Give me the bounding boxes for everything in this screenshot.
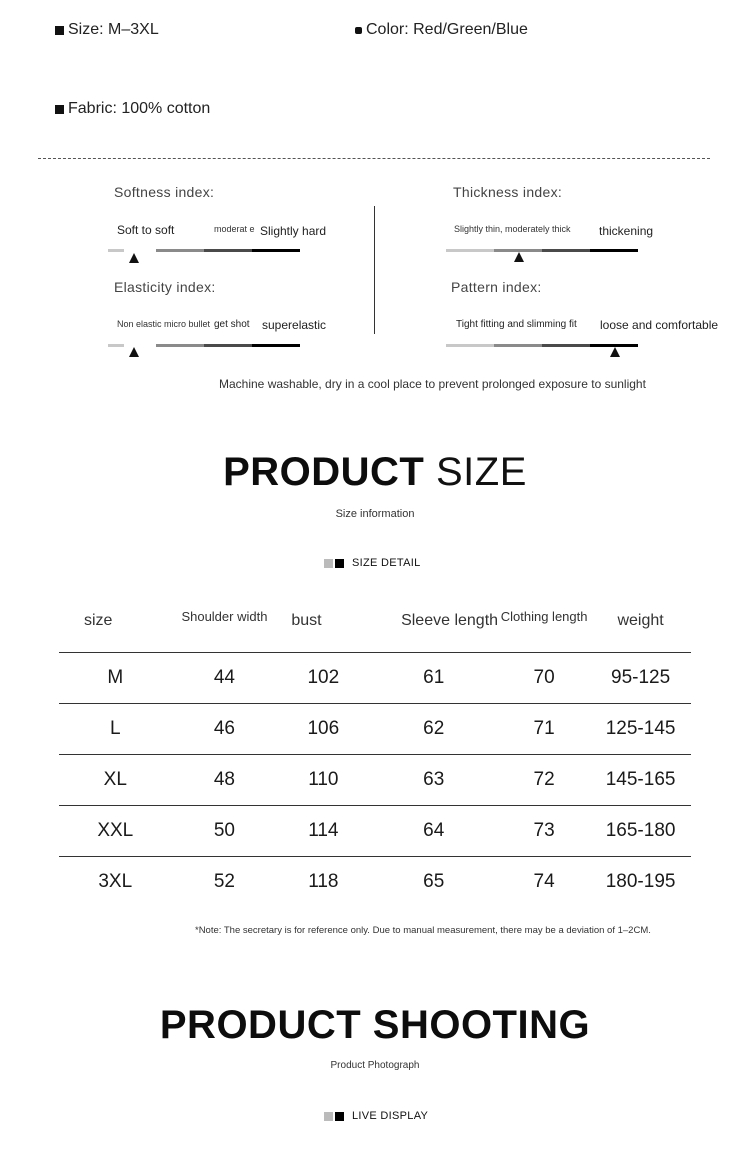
bullet-icon <box>55 26 64 35</box>
cell-size: XXL <box>59 806 172 857</box>
size-detail-label <box>324 557 421 569</box>
square-light-icon <box>324 1112 333 1121</box>
dashed-divider <box>38 158 710 159</box>
softness-label-1: Soft to soft <box>117 223 175 237</box>
cell-shoulder: 50 <box>172 806 278 857</box>
softness-title: Softness index: <box>114 184 215 200</box>
cell-clothing: 71 <box>498 704 590 755</box>
product-shooting-heading-text: PRODUCT SHOOTING <box>159 1003 591 1047</box>
cell-sleeve: 63 <box>369 755 498 806</box>
pattern-label-1: Tight fitting and slimming fit <box>456 319 577 330</box>
header-size: size <box>84 612 113 629</box>
elasticity-title: Elasticity index: <box>114 279 216 295</box>
cell-shoulder: 44 <box>172 653 278 704</box>
softness-label-3: Slightly hard <box>260 224 327 238</box>
header-sleeve-length: Sleeve length <box>401 612 499 629</box>
spec-fabric <box>55 100 210 118</box>
cell-sleeve: 61 <box>369 653 498 704</box>
table-row <box>59 653 691 704</box>
table-row <box>59 704 691 755</box>
softness-scale <box>108 249 300 252</box>
elasticity-label-3: superelastic <box>262 318 327 332</box>
cell-bust: 102 <box>277 653 369 704</box>
cell-weight: 145-165 <box>590 755 691 806</box>
table-header-row <box>59 590 691 653</box>
thickness-scale <box>446 249 638 252</box>
product-size-heading-thin: SIZE <box>436 450 527 494</box>
cell-clothing: 70 <box>498 653 590 704</box>
spec-fabric-text: Fabric: 100% cotton <box>68 100 211 117</box>
cell-sleeve: 62 <box>369 704 498 755</box>
size-detail-text: SIZE DETAIL <box>352 557 421 569</box>
cell-size: 3XL <box>59 857 172 908</box>
pattern-title: Pattern index: <box>451 279 542 295</box>
square-light-icon <box>324 559 333 568</box>
thickness-label-1: Slightly thin, moderately thick <box>454 224 571 234</box>
thickness-label-2: thickening <box>599 224 654 238</box>
spec-size <box>55 21 159 39</box>
cell-size: M <box>59 653 172 704</box>
product-size-heading <box>0 450 750 495</box>
pattern-marker-icon <box>610 347 620 357</box>
live-display-label <box>324 1110 428 1122</box>
cell-shoulder: 46 <box>172 704 278 755</box>
header-clothing-length: Clothing length <box>500 608 588 624</box>
cell-clothing: 74 <box>498 857 590 908</box>
cell-clothing: 73 <box>498 806 590 857</box>
header-weight: weight <box>617 612 664 629</box>
header-bust: bust <box>291 612 322 629</box>
table-row <box>59 755 691 806</box>
elasticity-label-1: Non elastic micro bullet <box>117 319 211 329</box>
product-size-subtitle: Size information <box>335 508 415 520</box>
cell-size: XL <box>59 755 172 806</box>
bullet-icon <box>55 105 64 114</box>
cell-weight: 165-180 <box>590 806 691 857</box>
cell-size: L <box>59 704 172 755</box>
cell-weight: 95-125 <box>590 653 691 704</box>
square-dark-icon <box>335 1112 344 1121</box>
pattern-label-2: loose and comfortable <box>600 318 719 332</box>
square-dark-icon <box>335 559 344 568</box>
bullet-icon <box>355 27 362 34</box>
vertical-divider <box>374 206 375 334</box>
cell-bust: 110 <box>277 755 369 806</box>
softness-label-2: moderat e <box>214 224 255 234</box>
cell-sleeve: 64 <box>369 806 498 857</box>
cell-sleeve: 65 <box>369 857 498 908</box>
cell-shoulder: 52 <box>172 857 278 908</box>
product-shooting-subtitle: Product Photograph <box>330 1060 420 1071</box>
spec-color-text: Color: Red/Green/Blue <box>366 21 528 38</box>
live-display-text: LIVE DISPLAY <box>352 1110 429 1122</box>
cell-clothing: 72 <box>498 755 590 806</box>
cell-weight: 180-195 <box>590 857 691 908</box>
care-note: Machine washable, dry in a cool place to prevent prolonged exposure to sunlight <box>219 377 646 391</box>
cell-bust: 114 <box>277 806 369 857</box>
cell-shoulder: 48 <box>172 755 278 806</box>
cell-bust: 118 <box>277 857 369 908</box>
table-row <box>59 806 691 857</box>
elasticity-marker-icon <box>129 347 139 357</box>
cell-weight: 125-145 <box>590 704 691 755</box>
header-shoulder-width: Shoulder width <box>181 608 268 624</box>
product-shooting-heading <box>0 1003 750 1048</box>
spec-size-text: Size: M–3XL <box>68 21 159 38</box>
elasticity-label-2: get shot <box>214 319 250 330</box>
thickness-marker-icon <box>514 252 524 262</box>
spec-color <box>355 21 528 39</box>
cell-bust: 106 <box>277 704 369 755</box>
size-table <box>59 590 691 907</box>
product-size-heading-bold: PRODUCT <box>223 450 425 494</box>
softness-marker-icon <box>129 253 139 263</box>
thickness-title: Thickness index: <box>453 184 563 200</box>
measurement-footnote: *Note: The secretary is for reference only. Due to manual measurement, there may be a deviation of 1–2CM. <box>195 925 651 936</box>
table-row <box>59 857 691 908</box>
